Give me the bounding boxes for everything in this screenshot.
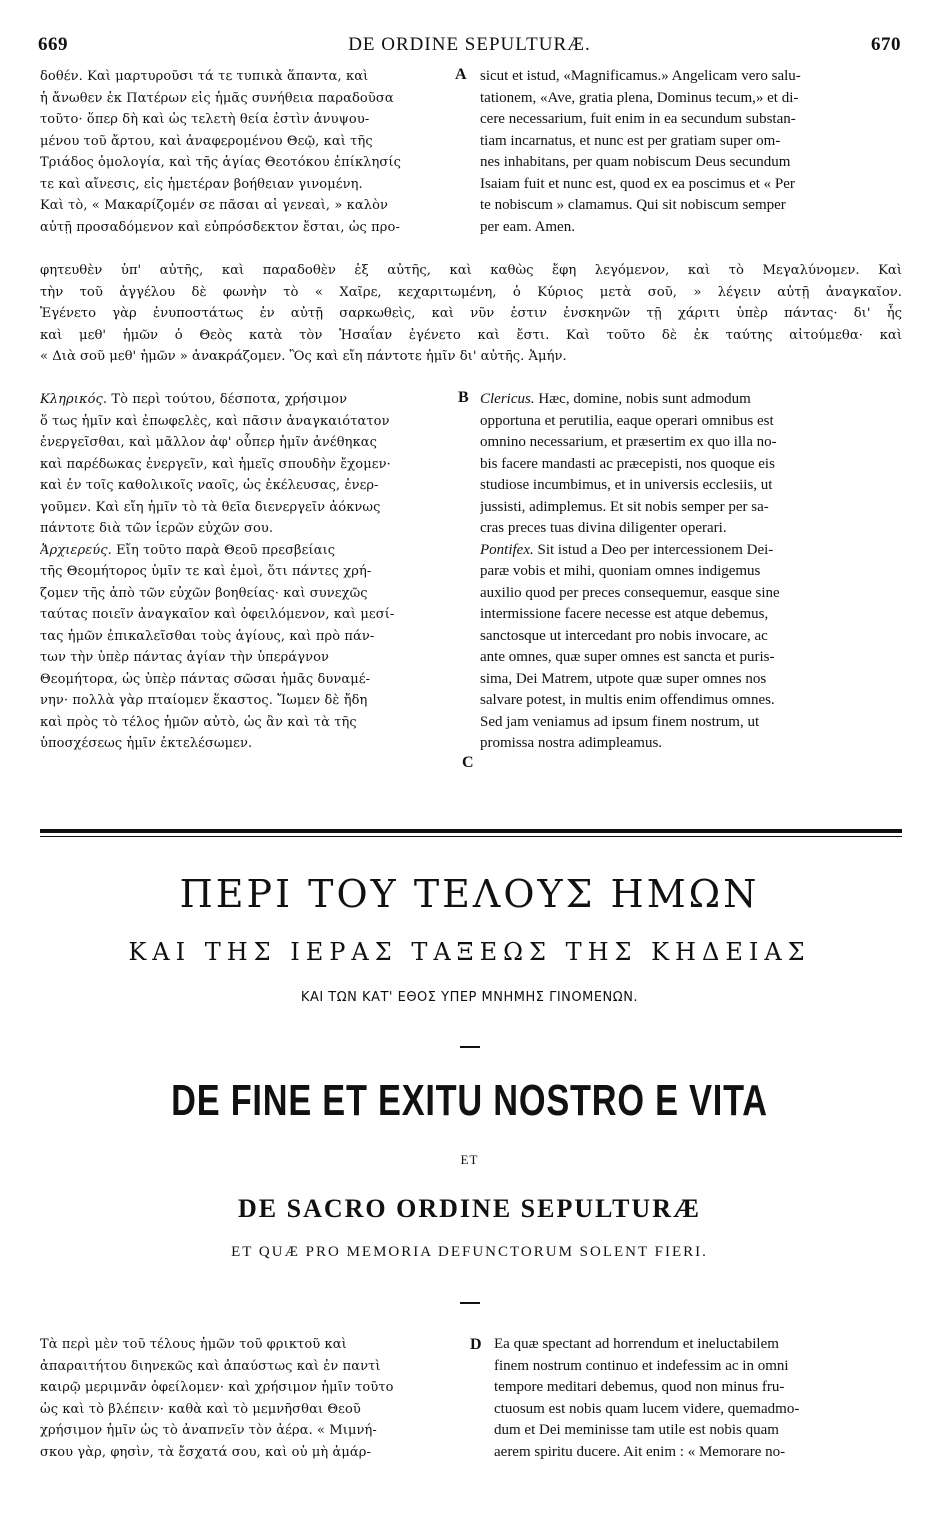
paragraph-line: tempore meditari debemus, quod non minus fru- <box>494 1379 785 1395</box>
page-number-left: 669 <box>38 34 68 55</box>
paragraph-line: paræ vobis et mihi, quoniam omnes indigemus <box>480 563 761 579</box>
margin-letter-d: D <box>470 1336 482 1353</box>
paragraph-line: Sit istud a Deo per intercessionem Dei- <box>537 541 774 558</box>
paragraph-line: per eam. Amen. <box>480 218 575 235</box>
greek-main-title: ΠΕΡΙ ΤΟΥ ΤΕΛΟΥΣ ΗΜΩΝ <box>179 872 760 916</box>
paragraph-line: opportuna et perutilia, eaque operari omnibus est <box>480 412 774 429</box>
paragraph-line: ὅ τως ἡμῖν καὶ ἐπωφελὲς, καὶ πᾶσιν ἀναγκαιότατον <box>40 413 390 429</box>
paragraph-line: te nobiscum » clamamus. Qui sit nobiscum semper <box>480 197 786 213</box>
title-dash-1 <box>460 1046 480 1048</box>
speaker-pontifex-latin: Pontifex. <box>480 541 534 558</box>
paragraph-line: aerem spiritu ducere. Ait enim : « Memorare no- <box>494 1443 786 1460</box>
paragraph-line: Ea quæ spectant ad horrendum et ineluctabilem <box>494 1336 779 1352</box>
greek-column-middle <box>40 389 470 755</box>
paragraph-line: omnino necessarium, et præsertim ex quo illa no- <box>480 434 777 450</box>
paragraph-line: Τὰ περὶ μὲν τοῦ τέλους ἡμῶν τοῦ φρικτοῦ καὶ <box>40 1337 347 1352</box>
paragraph-line: intermissione facere necesse est atque debemus, <box>480 606 769 622</box>
paragraph-line: ἀπαραιτήτου διηνεκῶς καὶ ἀπαύστως καὶ ἐν παντὶ <box>40 1358 381 1374</box>
paragraph-line: καὶ πρὸς τὸ τέλος ἡμῶν αὐτὸ, ὡς ἂν καὶ τὰ τῆς <box>40 714 357 730</box>
latin-small-title: ET QUÆ PRO MEMORIA DEFUNCTORUM SOLENT FIERI. <box>231 1244 708 1260</box>
paragraph-line: ante omnes, quæ super omnes est sancta et puris- <box>480 649 775 665</box>
margin-letter-c: C <box>462 754 474 771</box>
paragraph-line: Hæc, domine, nobis sunt admodum <box>538 391 751 407</box>
paragraph-line: Τὸ περὶ τούτου, δέσποτα, χρήσιμον <box>111 392 348 407</box>
paragraph-line: τοῦτο· ὅπερ δὴ καὶ ὡς τελετὴ θεία ἐστὶν ἀνυψου- <box>40 112 370 127</box>
paragraph-line: dum et Dei meminisse tam utile est nobis quam <box>494 1422 779 1438</box>
margin-letter-b: B <box>458 389 469 406</box>
paragraph-line: καὶ ἐν τοῖς καθολικοῖς ναοῖς, ὡς ἐκέλευσας, ἐνερ- <box>40 478 379 493</box>
greek-small-title: ΚΑΙ ΤΩΝ ΚΑΤ' ΕΘΟΣ ΥΠΕΡ ΜΝΗΜΗΣ ΓΙΝΟΜΕΝΩΝ. <box>300 990 639 1005</box>
paragraph-line: αὐτῇ προσαδόμενον καὶ εὐπρόσδεκτον ἔσται, ὡς προ- <box>40 219 400 235</box>
paragraph-line: auxilio quod per preces consequemur, easque sine <box>480 584 780 601</box>
speaker-clericus-greek: Κληρικός. <box>40 392 108 407</box>
greek-subtitle: ΚΑΙ ΤΗΣ ΙΕΡΑΣ ΤΑΞΕΩΣ ΤΗΣ ΚΗΔΕΙΑΣ <box>128 938 811 966</box>
paragraph-line: ζομεν τῆς ἀπὸ τῶν εὐχῶν βοηθείας· καὶ συνεχῶς <box>40 585 368 601</box>
paragraph-line: « Διὰ σοῦ μεθ' ἡμῶν » ἀνακράζομεν. Ὃς καὶ εἴη πάντοτε ἡμῖν δι' αὐτῆς. Ἀμήν. <box>40 349 567 364</box>
paragraph-line: καιρῷ μεριμνᾶν ὀφείλομεν· καὶ χρήσιμον ἡμῖν τοῦτο <box>40 1380 394 1395</box>
paragraph-line: sicut et istud, «Magnificamus.» Angelicam vero salu- <box>480 68 801 84</box>
section-rule-thin <box>40 836 902 837</box>
latin-column-top <box>480 66 900 238</box>
paragraph-line: bis facere mandasti ac præcepisti, nos quoque eis <box>480 455 775 472</box>
paragraph-line: των τὴν ὑπὲρ πάντας ἁγίαν τὴν ὑπεράγνον <box>40 650 330 665</box>
paragraph-line: Isaiam fuit et nunc est, quod ex ea poscimus et « Per <box>480 175 795 192</box>
greek-column-bottom <box>40 1334 470 1463</box>
paragraph-line: salvare potest, in multis enim offendimus omnes. <box>480 692 775 708</box>
paragraph-line: sima, Dei Matrem, utpote quæ super omnes nos <box>480 670 767 687</box>
latin-column-middle <box>480 389 900 755</box>
section-rule-thick <box>40 829 902 833</box>
paragraph-line: cere necessarium, fuit enim in ea secundum substan- <box>480 111 796 127</box>
paragraph-line: τας ἡμῶν ἐπικαλεῖσθαι τοὺς ἁγίους, καὶ πρὸ πάν- <box>40 628 375 644</box>
latin-et: ET <box>460 1152 479 1167</box>
title-dash-2 <box>460 1302 480 1304</box>
paragraph-line: ὑποσχέσεως ἡμῖν ἐκτελέσωμεν. <box>40 736 253 751</box>
paragraph-line: tationem, «Ave, gratia plena, Dominus tecum,» et di- <box>480 89 799 106</box>
paragraph-line: cras preces tuas divina diligenter operari. <box>480 520 727 536</box>
paragraph-line: Sed jam veniamus ad ipsum finem nostrum, ut <box>480 713 760 730</box>
margin-letter-a: A <box>455 66 467 83</box>
paragraph-line: ὡς καὶ τὸ βλέπειν· καθὰ καὶ τὸ μεμνῆσθαι Θεοῦ <box>40 1401 361 1417</box>
paragraph-line: ctuosum est nobis quam lucem videre, quemadmo- <box>494 1400 800 1417</box>
paragraph-line: sanctosque ut intercedant pro nobis invocare, ac <box>480 627 768 644</box>
page-number-right: 670 <box>871 34 901 55</box>
paragraph-line: Ἐγένετο γὰρ ἐνυποστάτως ἐν αὐτῇ σαρκωθεὶς, καὶ νῦν ἐστιν ἐνσκηνῶν τῇ χάριτι ὑπὲρ πάντας· δι' ἧς <box>40 306 902 321</box>
speaker-pontifex-greek: Ἀρχιερεύς. <box>40 542 112 558</box>
greek-full-width-passage <box>40 260 902 368</box>
paragraph-line: νην· πολλὰ γὰρ πταίομεν ἕκαστος. Ἴωμεν δὲ ἤδη <box>40 693 368 708</box>
paragraph-line: nes inhabitans, per quam nobiscum Deus secundum <box>480 154 791 170</box>
paragraph-line: τῆς Θεομήτορος ὑμῖν τε καὶ ἐμοὶ, ὅτι πάντες χρή- <box>40 564 372 579</box>
paragraph-line: πάντοτε διὰ τῶν ἱερῶν εὐχῶν σου. <box>40 521 274 536</box>
greek-column-top <box>40 66 470 238</box>
speaker-clericus-latin: Clericus. <box>480 391 535 407</box>
paragraph-line: Καὶ τὸ, « Μακαρίζομέν σε πᾶσαι αἱ γενεαὶ, » καλὸν <box>40 198 389 213</box>
running-title: DE ORDINE SEPULTURÆ. <box>348 34 591 55</box>
paragraph-line: studiose incumbimus, et in universis ecclesiis, ut <box>480 477 773 493</box>
paragraph-line: ταύτας ποιεῖν ἀναγκαῖον καὶ ὀφειλόμενον, καὶ μεσί- <box>40 607 395 622</box>
paragraph-line: καὶ παρέδωκας ἐνεργεῖν, καὶ ἡμεῖς σπουδὴν ἔχομεν· <box>40 456 391 472</box>
paragraph-line: σκου γὰρ, φησὶν, τὰ ἔσχατά σου, καὶ οὐ μὴ ἁμάρ- <box>40 1444 372 1460</box>
paragraph-line: γοῦμεν. Καὶ εἴη ἡμῖν τὸ τὰ θεῖα διενεργεῖν ἀόκνως <box>40 499 381 515</box>
paragraph-line: ἡ ἄνωθεν ἐκ Πατέρων εἰς ἡμᾶς συνήθεια παραδοῦσα <box>40 90 394 106</box>
paragraph-line: χρήσιμον ἡμῖν ὡς τὸ ἀναπνεῖν τὸν ἀέρα. « Μιμνή- <box>40 1423 377 1438</box>
paragraph-line: δοθέν. Καὶ μαρτυροῦσι τά τε τυπικὰ ἅπαντα, καὶ <box>40 69 369 84</box>
paragraph-line: Θεομήτορα, ὡς ὑπὲρ πάντας σῶσαι ἡμᾶς δυναμέ- <box>40 671 371 687</box>
paragraph-line: καὶ μεθ' ἡμῶν ὁ Θεὸς κατὰ τὸν Ἡσαΐαν ἐγένετο καὶ ἔστι. Καὶ τοῦτο δὲ ἐκ ταύτης αἰτούμεθα· καὶ <box>40 327 902 343</box>
latin-main-title: DE FINE ET EXITU NOSTRO E VITA <box>171 1076 768 1125</box>
paragraph-line: tiam incarnatus, et nunc est per gratiam super om- <box>480 132 781 149</box>
paragraph-line: ἐνεργεῖσθαι, καὶ μᾶλλον ἀφ' οὗπερ ἡμῖν ἀνέθηκας <box>40 435 378 450</box>
paragraph-line: Εἴη τοῦτο παρὰ Θεοῦ πρεσβείαις <box>116 542 336 558</box>
latin-column-bottom <box>494 1334 902 1463</box>
paragraph-line: Τριάδος ὁμολογία, καὶ τῆς ἁγίας Θεοτόκου ἐπίκλησίς <box>40 155 401 170</box>
paragraph-line: jussisti, adimplemus. Et sit nobis semper per sa- <box>480 498 769 515</box>
paragraph-line: μένου τοῦ ἄρτου, καὶ ἀναφερομένου Θεῷ, καὶ τῆς <box>40 133 373 149</box>
latin-subtitle: DE SACRO ORDINE SEPULTURÆ <box>238 1194 701 1223</box>
paragraph-line: τε καὶ αἴνεσις, εἰς ἡμετέραν βοήθειαν γινομένη. <box>40 176 363 192</box>
paragraph-line: finem nostrum continuo et indefessim ac in omni <box>494 1357 789 1374</box>
paragraph-line: promissa nostra adimpleamus. <box>480 735 663 751</box>
paragraph-line: τὴν τοῦ ἀγγέλου δὲ φωνὴν τὸ « Χαῖρε, κεχαριτωμένη, ὁ Κύριος μετὰ σοῦ, » λέγειν αὐτῇ ἀναγκαῖον. <box>40 284 902 300</box>
paragraph-line: φητευθὲν ὑπ' αὐτῆς, καὶ παραδοθὲν ἐξ αὐτῆς, καὶ καθὼς ἔφη λεγόμενον, καὶ τὸ Μεγαλύνομεν. Καὶ <box>40 263 902 278</box>
running-header <box>38 34 901 60</box>
